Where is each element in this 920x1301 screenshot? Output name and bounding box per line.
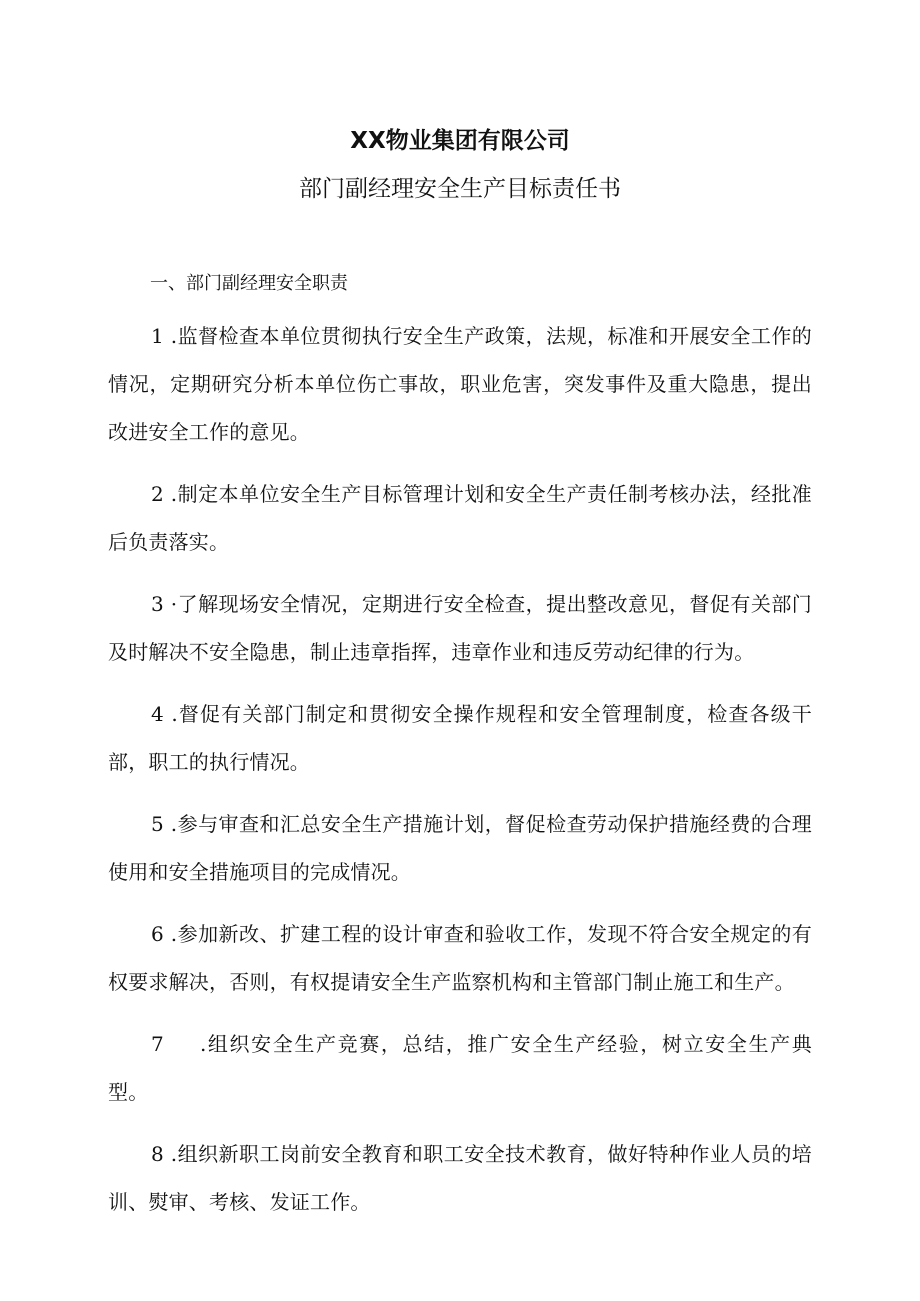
- paragraph-text: .监督检查本单位贯彻执行安全生产政策，法规，标准和开展安全工作的情况，定期研究分析本单位伤亡事故，职业危害，突发事件及重大隐患，提出改进安全工作的意见。: [108, 324, 812, 444]
- document-title: 部门副经理安全生产目标责任书: [299, 176, 621, 202]
- paragraph-number: 1: [151, 324, 164, 348]
- paragraph-text: .参与审查和汇总安全生产措施计划，督促检查劳动保护措施经费的合理使用和安全措施项目的完成情况。: [108, 812, 812, 884]
- paragraph-text: .督促有关部门制定和贯彻安全操作规程和安全管理制度，检查各级干部，职工的执行情况。: [108, 702, 812, 774]
- paragraph-5: [108, 800, 812, 896]
- paragraph-number: 6: [151, 922, 164, 946]
- paragraph-2: [108, 470, 812, 566]
- paragraph-number: 5: [151, 812, 164, 836]
- paragraph-text: .参加新改、扩建工程的设计审查和验收工作，发现不符合安全规定的有权要求解决，否则，有权提请安全生产监察机构和主管部门制止施工和生产。: [108, 922, 812, 994]
- company-title: XX物业集团有限公司: [350, 128, 570, 154]
- paragraph-number: 4: [151, 702, 164, 726]
- paragraph-7: [108, 1020, 812, 1116]
- paragraph-text: .组织新职工岗前安全教育和职工安全技术教育，做好特种作业人员的培训、熨审、考核、发证工作。: [108, 1142, 812, 1214]
- paragraph-number: 8: [151, 1142, 164, 1166]
- section-heading: 一、部门副经理安全职责: [150, 273, 348, 294]
- paragraph-text: ·了解现场安全情况，定期进行安全检查，提出整改意见，督促有关部门及时解决不安全隐患，制止违章指挥，违章作业和违反劳动纪律的行为。: [108, 592, 812, 664]
- paragraph-text: .制定本单位安全生产目标管理计划和安全生产责任制考核办法，经批准后负责落实。: [108, 482, 812, 554]
- paragraph-3: [108, 580, 812, 676]
- paragraph-number: 7: [151, 1032, 164, 1056]
- document-body: [108, 312, 812, 1240]
- paragraph-number: 3: [151, 592, 164, 616]
- paragraph-6: [108, 910, 812, 1006]
- paragraph-4: [108, 690, 812, 786]
- paragraph-8: [108, 1130, 812, 1226]
- paragraph-1: [108, 312, 812, 456]
- paragraph-number: 2: [151, 482, 164, 506]
- paragraph-text: .组织安全生产竞赛，总结，推广安全生产经验，树立安全生产典型。: [108, 1032, 812, 1104]
